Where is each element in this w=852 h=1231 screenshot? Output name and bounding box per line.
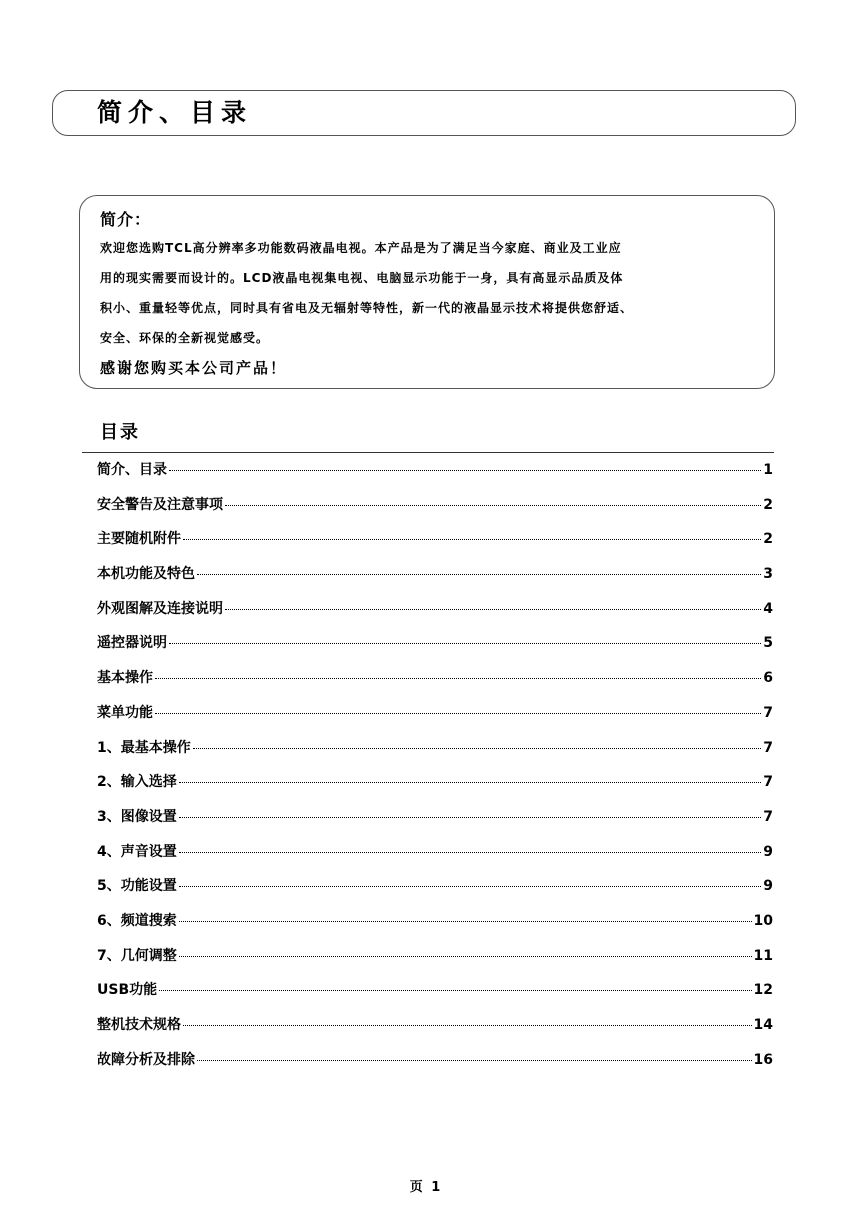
toc-leader-dots bbox=[169, 643, 761, 644]
toc-leader-dots bbox=[197, 574, 761, 575]
toc-entry-title: 4、声音设置 bbox=[97, 843, 177, 860]
toc-leader-dots bbox=[225, 505, 761, 506]
intro-heading: 简介： bbox=[100, 210, 152, 229]
toc-leader-dots bbox=[183, 1025, 752, 1026]
page-number: 页 1 bbox=[409, 1180, 443, 1195]
toc-entry[interactable] bbox=[97, 1016, 773, 1051]
toc-entry-page: 7 bbox=[763, 739, 773, 756]
toc-entry-title: 6、频道搜索 bbox=[97, 912, 177, 929]
toc-entry[interactable] bbox=[97, 565, 773, 600]
toc-entry-page: 10 bbox=[753, 912, 773, 929]
toc-entry-page: 7 bbox=[763, 808, 773, 825]
toc-list bbox=[97, 461, 773, 1085]
toc-entry[interactable] bbox=[97, 634, 773, 669]
toc-leader-dots bbox=[193, 748, 762, 749]
toc-entry-title: USB功能 bbox=[97, 982, 158, 999]
toc-entry[interactable] bbox=[97, 600, 773, 635]
toc-entry-title: 2、输入选择 bbox=[97, 774, 177, 791]
toc-entry-page: 9 bbox=[763, 843, 773, 860]
toc-entry-page: 2 bbox=[763, 531, 773, 548]
toc-entry[interactable] bbox=[97, 496, 773, 531]
toc-entry[interactable] bbox=[97, 877, 773, 912]
toc-entry-page: 14 bbox=[753, 1017, 773, 1033]
page-title: 简介、目录 bbox=[97, 98, 253, 127]
toc-entry-page: 11 bbox=[753, 947, 773, 964]
toc-leader-dots bbox=[197, 1060, 752, 1061]
toc-entry-title: 故障分析及排除 bbox=[97, 1051, 195, 1068]
toc-entry[interactable] bbox=[97, 981, 773, 1016]
toc-entry-page: 7 bbox=[763, 774, 773, 791]
toc-entry[interactable] bbox=[97, 530, 773, 565]
toc-leader-dots bbox=[225, 609, 761, 610]
toc-leader-dots bbox=[159, 990, 751, 991]
toc-entry-page: 12 bbox=[753, 982, 773, 999]
toc-entry-title: 安全警告及注意事项 bbox=[97, 496, 223, 513]
toc-entry[interactable] bbox=[97, 704, 773, 739]
toc-entry-title: 1、最基本操作 bbox=[97, 739, 191, 756]
intro-paragraph-line: 用的现实需要而设计的。LCD液晶电视集电视、电脑显示功能于一身，具有高显示品质及体 bbox=[100, 271, 624, 285]
toc-divider bbox=[82, 452, 774, 453]
toc-entry-title: 5、功能设置 bbox=[97, 878, 177, 895]
toc-entry-title: 7、几何调整 bbox=[97, 947, 177, 964]
toc-entry[interactable] bbox=[97, 1051, 773, 1086]
toc-leader-dots bbox=[155, 713, 761, 714]
toc-entry-title: 主要随机附件 bbox=[97, 531, 181, 548]
toc-entry-page: 7 bbox=[763, 704, 773, 721]
toc-entry-title: 3、图像设置 bbox=[97, 808, 177, 825]
toc-leader-dots bbox=[179, 817, 762, 818]
toc-entry-page: 1 bbox=[763, 462, 773, 478]
toc-entry-title: 简介、目录 bbox=[97, 462, 167, 478]
toc-entry-title: 遥控器说明 bbox=[97, 635, 167, 652]
toc-leader-dots bbox=[179, 886, 762, 887]
toc-entry[interactable] bbox=[97, 912, 773, 947]
toc-entry[interactable] bbox=[97, 739, 773, 774]
toc-leader-dots bbox=[183, 539, 761, 540]
intro-box bbox=[79, 195, 775, 389]
toc-entry[interactable] bbox=[97, 843, 773, 878]
toc-entry-page: 2 bbox=[763, 496, 773, 513]
toc-entry-page: 5 bbox=[763, 635, 773, 652]
toc-entry-title: 整机技术规格 bbox=[97, 1017, 181, 1033]
intro-paragraph-line: 安全、环保的全新视觉感受。 bbox=[100, 331, 270, 345]
intro-paragraph-line: 欢迎您选购TCL高分辨率多功能数码液晶电视。本产品是为了满足当今家庭、商业及工业应 bbox=[100, 241, 622, 255]
toc-entry-page: 9 bbox=[763, 878, 773, 895]
section-title-box bbox=[52, 90, 796, 136]
toc-leader-dots bbox=[155, 678, 761, 679]
toc-entry-page: 3 bbox=[763, 566, 773, 583]
toc-leader-dots bbox=[179, 921, 752, 922]
toc-entry-title: 菜单功能 bbox=[97, 704, 153, 721]
toc-entry-page: 6 bbox=[763, 670, 773, 687]
toc-entry[interactable] bbox=[97, 669, 773, 704]
toc-entry-page: 16 bbox=[753, 1051, 773, 1068]
toc-entry[interactable] bbox=[97, 773, 773, 808]
toc-heading: 目录 bbox=[100, 422, 140, 443]
toc-entry[interactable] bbox=[97, 947, 773, 982]
toc-entry-title: 外观图解及连接说明 bbox=[97, 600, 223, 617]
toc-leader-dots bbox=[179, 782, 762, 783]
toc-entry[interactable] bbox=[97, 461, 773, 496]
toc-leader-dots bbox=[169, 470, 761, 471]
toc-entry[interactable] bbox=[97, 808, 773, 843]
intro-thanks: 感谢您购买本公司产品！ bbox=[100, 359, 288, 377]
toc-leader-dots bbox=[179, 956, 752, 957]
toc-entry-page: 4 bbox=[763, 600, 773, 617]
intro-paragraph-line: 积小、重量轻等优点，同时具有省电及无辐射等特性，新一代的液晶显示技术将提供您舒适、 bbox=[100, 301, 634, 315]
toc-leader-dots bbox=[179, 852, 762, 853]
toc-entry-title: 基本操作 bbox=[97, 670, 153, 687]
toc-entry-title: 本机功能及特色 bbox=[97, 566, 195, 583]
